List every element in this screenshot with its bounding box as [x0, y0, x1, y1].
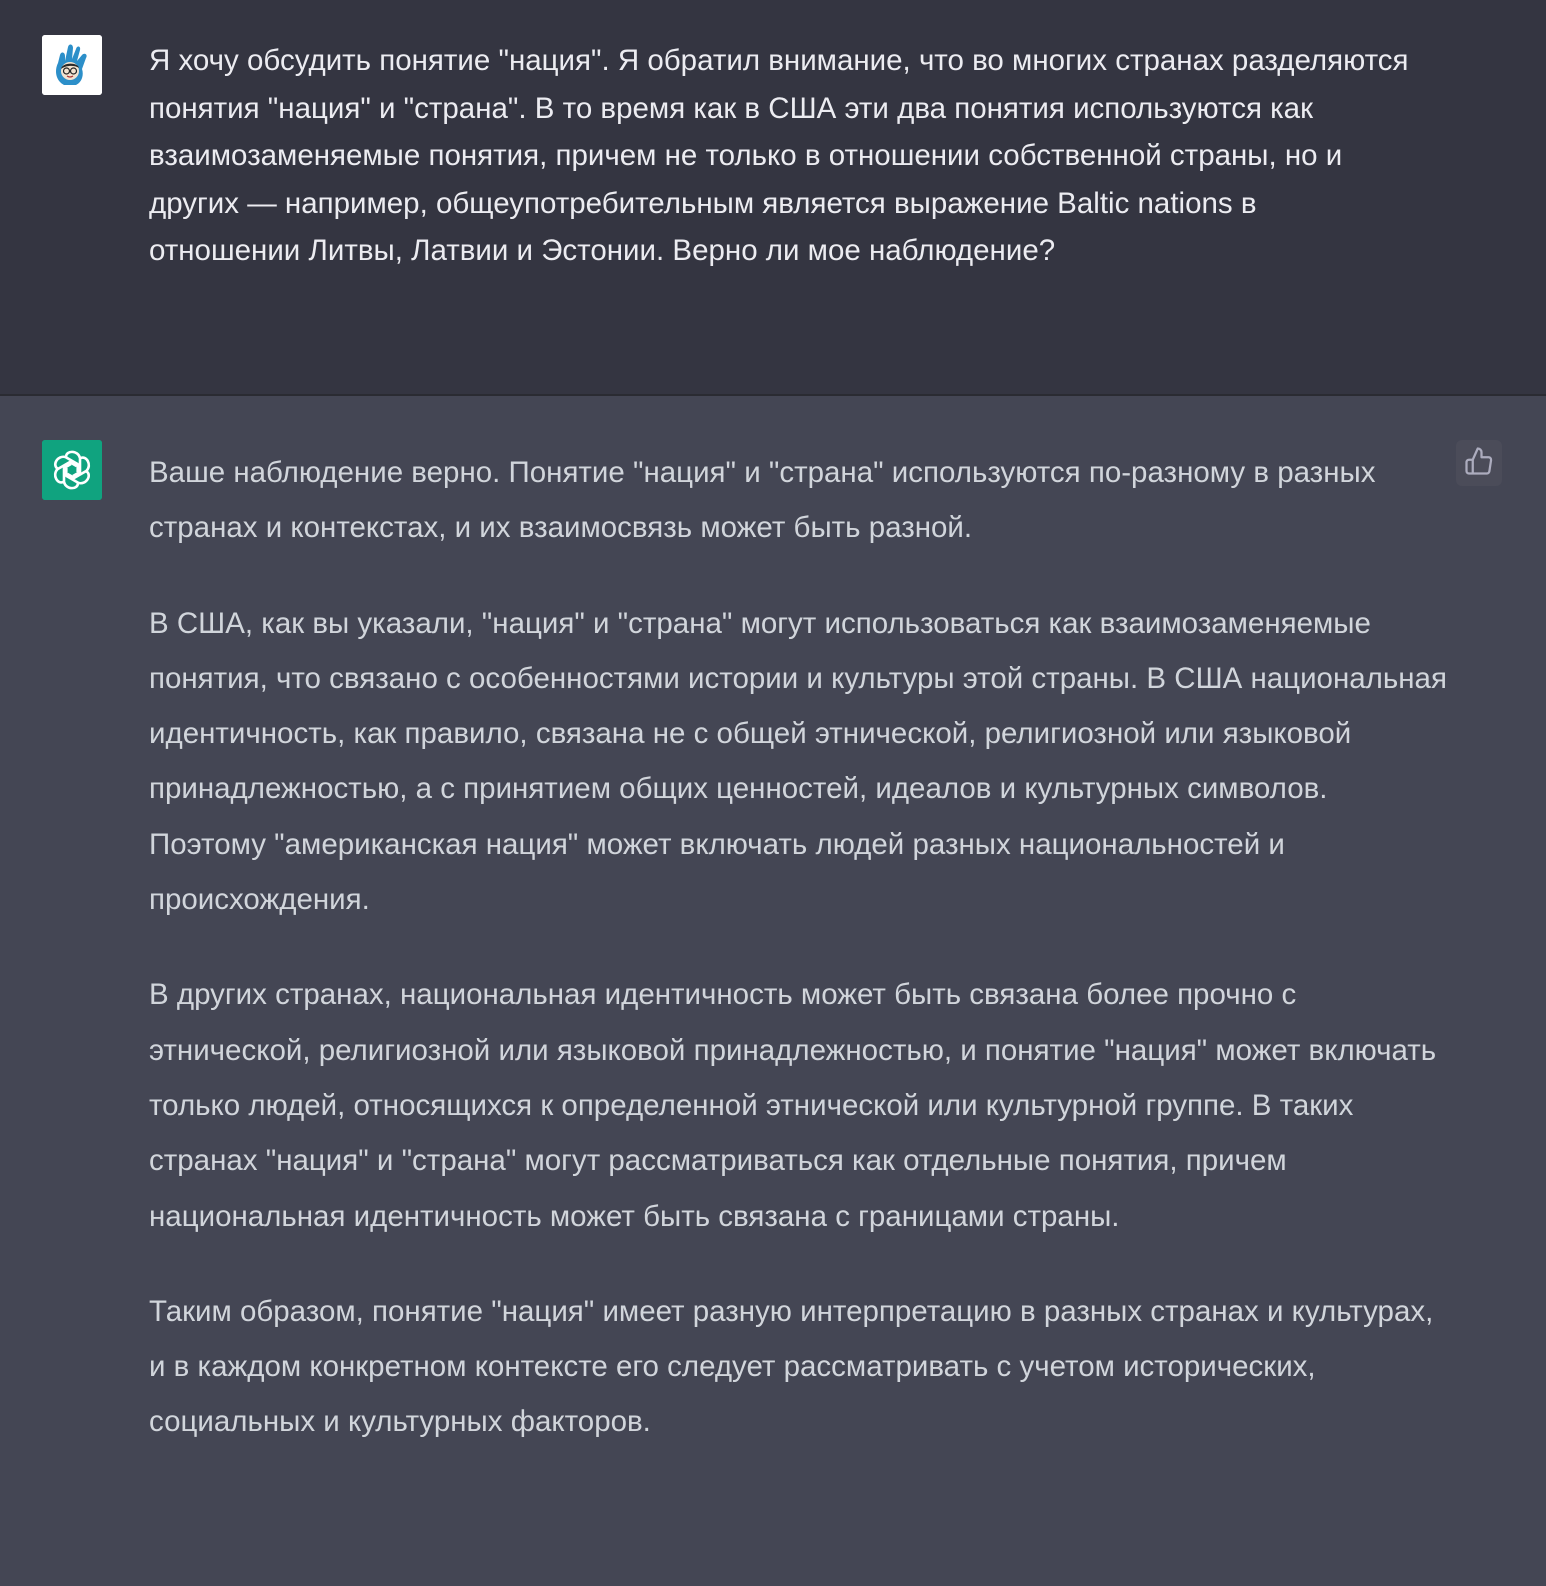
assistant-paragraph: Таким образом, понятие "нация" имеет разную интерпретацию в разных странах и культурах, и в каждом конкретном контексте его следует рассматривать с учетом исторических, социальных и культурных факторов.: [149, 1294, 1434, 1439]
assistant-message: [0, 396, 1546, 1586]
thumbs-up-icon: [1464, 446, 1494, 481]
openai-logo-icon: [42, 440, 102, 500]
user-avatar-icon: [42, 35, 102, 95]
thumbs-up-button[interactable]: [1456, 440, 1502, 486]
user-message: [0, 0, 1546, 396]
assistant-message-body: [149, 445, 1449, 1450]
assistant-paragraph: В США, как вы указали, "нация" и "страна" могут использоваться как взаимозаменяемые понятия, что связано с особенностями истории и культуры этой страны. В США национальная идентичность, как правило, связана не с общей этнической, религиозной или языковой принадлежностью, а с принятием общих ценностей, идеалов и культурных символов. Поэтому "американская нация" может включать людей разных национальностей и происхождения.: [149, 606, 1447, 917]
assistant-paragraph: Ваше наблюдение верно. Понятие "нация" и "страна" используются по-разному в разных странах и контекстах, и их взаимосвязь может быть разной.: [149, 456, 1376, 545]
user-message-text: Я хочу обсудить понятие "нация". Я обратил внимание, что во многих странах разделяются понятия "нация" и "страна". В то время как в США эти два понятия используются как взаимозаменяемые понятия, причем не только в отношении собственной страны, но и других — например, общеупотребительным является выражение Baltic nations в отношении Литвы, Латвии и Эстонии. Верно ли мое наблюдение?: [149, 44, 1409, 267]
assistant-paragraph: В других странах, национальная идентичность может быть связана более прочно с этнической, религиозной или языковой принадлежностью, и понятие "нация" может включать только людей, относящихся к определенной этнической или культурной группе. В таких странах "нация" и "страна" могут рассматриваться как отдельные понятия, причем национальная идентичность может быть связана с границами страны.: [149, 978, 1437, 1233]
